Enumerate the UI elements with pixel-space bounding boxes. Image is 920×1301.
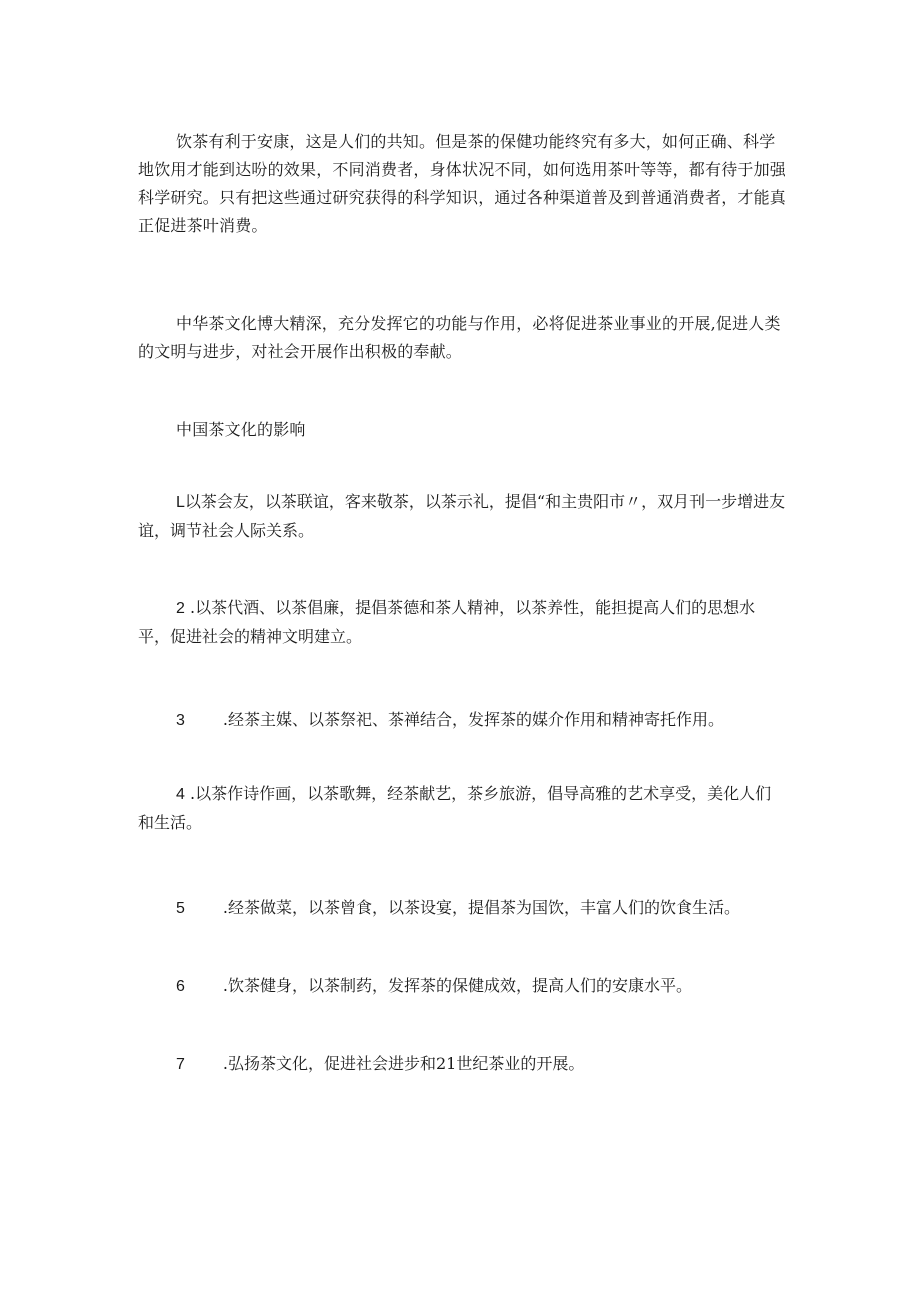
list-item-number: 3 bbox=[176, 712, 185, 729]
list-item-number: L bbox=[176, 494, 185, 511]
list-item-number: 4 bbox=[176, 786, 185, 803]
list-item-7 bbox=[176, 1050, 786, 1079]
list-item-3 bbox=[176, 706, 786, 735]
list-item-text: .以茶代酒、以茶倡廉，提倡茶德和茶人精神，以茶养性，能担提高人们的思想水平，促进社会的精神文明建立。 bbox=[138, 598, 756, 646]
list-item-number: 2 bbox=[176, 600, 185, 617]
list-item-text: 以茶会友，以茶联谊，客来敬茶，以茶示礼，提倡“和主贵阳市〃，双月刊一步增进友谊，调节社会人际关系。 bbox=[138, 492, 786, 540]
list-item-1 bbox=[138, 488, 786, 545]
list-item-4 bbox=[138, 780, 786, 837]
list-item-number: 5 bbox=[176, 900, 185, 917]
list-item-5 bbox=[176, 894, 786, 923]
list-item-text: .弘扬茶文化，促进社会进步和21世纪茶业的开展。 bbox=[222, 1054, 585, 1073]
list-item-text: .经茶主媒、以茶祭祀、茶禅结合，发挥茶的媒介作用和精神寄托作用。 bbox=[222, 710, 724, 729]
paragraph-tea-culture: 中华茶文化博大精深，充分发挥它的功能与作用，必将促进茶业事业的开展,促进人类的文明与进步，对社会开展作出积极的奉献。 bbox=[138, 314, 781, 361]
list-item-text: .饮茶健身，以茶制药，发挥茶的保健成效，提高人们的安康水平。 bbox=[222, 976, 692, 995]
list-item-number: 6 bbox=[176, 978, 185, 995]
list-item-6 bbox=[176, 972, 786, 1001]
list-item-text: .以茶作诗作画，以茶歌舞，经茶献艺，茶乡旅游，倡导高雅的艺术享受，美化人们和生活。 bbox=[138, 784, 772, 832]
list-item-number: 7 bbox=[176, 1056, 185, 1073]
section-heading: 中国茶文化的影响 bbox=[176, 420, 306, 439]
list-item-text: .经茶做菜，以茶曾食，以茶设宴，提倡茶为国饮，丰富人们的饮食生活。 bbox=[222, 898, 740, 917]
list-item-2 bbox=[138, 594, 786, 651]
paragraph-tea-health: 饮茶有利于安康，这是人们的共知。但是茶的保健功能终究有多大，如何正确、科学地饮用才能到达吩的效果，不同消费者，身体状况不同，如何选用茶叶等等，都有待于加强科学研究。只有把这些通过研究获得的科学知识，通过各种渠道普及到普通消费者，才能真正促进茶叶消费。 bbox=[138, 132, 787, 235]
